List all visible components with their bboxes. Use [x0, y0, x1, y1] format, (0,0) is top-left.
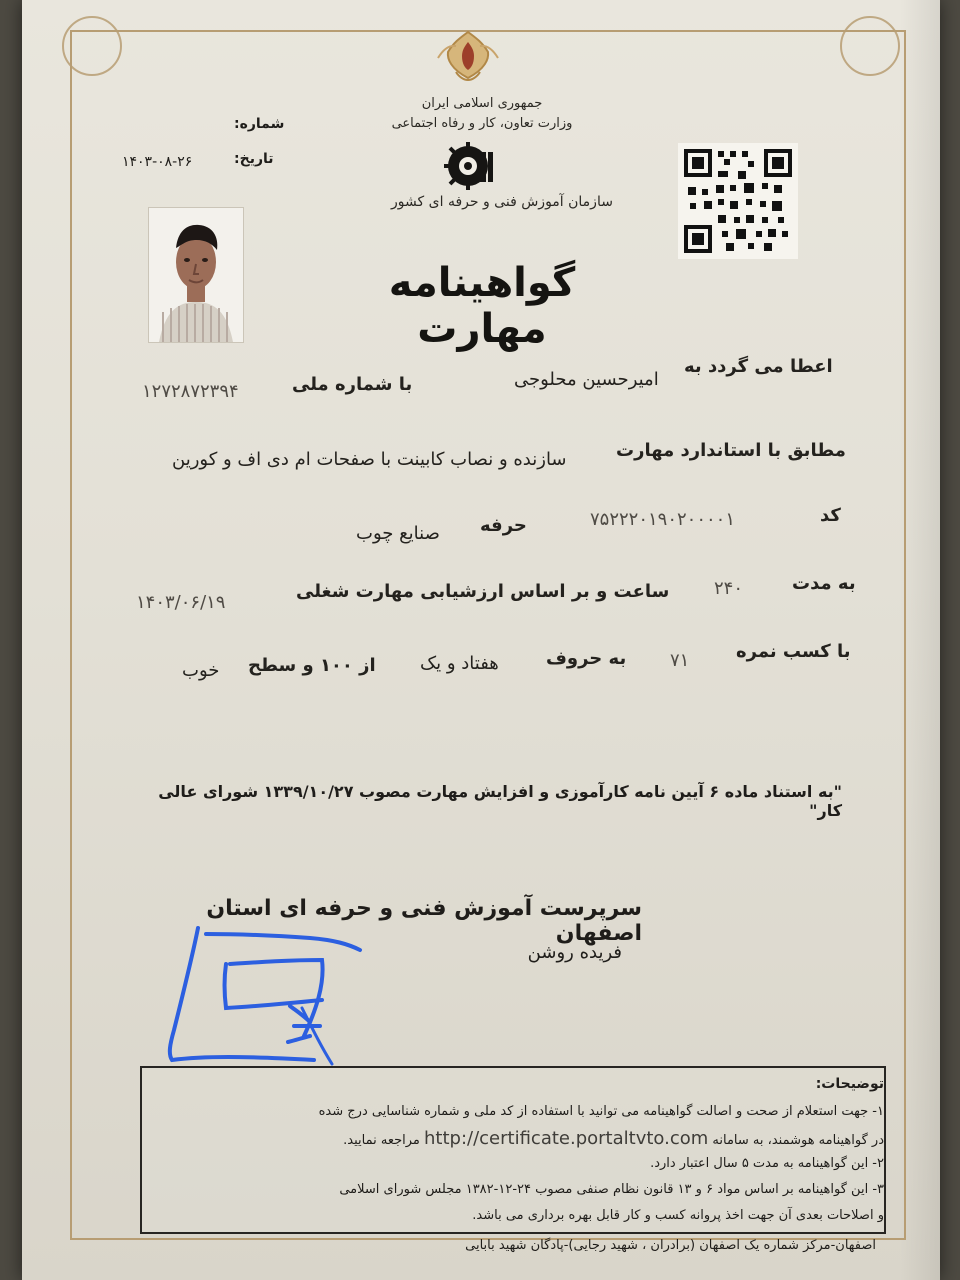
recipient-name: امیرحسین محلوجی	[514, 369, 659, 390]
certificate-title: گواهینامه مهارت	[388, 260, 576, 352]
paper-shadow-edge	[900, 0, 940, 1280]
duration-hours: ۲۴۰	[714, 578, 744, 599]
date-value: ۱۴۰۳-۰۸-۲۶	[122, 154, 193, 170]
note-line-2	[154, 1128, 884, 1151]
score-out-of-label: از ۱۰۰ و سطح	[248, 655, 376, 676]
tvto-logo-icon	[442, 138, 498, 194]
qr-code-icon	[678, 143, 798, 259]
score-letters-label: به حروف	[546, 648, 627, 669]
code-value: ۷۵۲۲۲۰۱۹۰۲۰۰۰۰۱	[590, 509, 736, 530]
republic-title: جمهوری اسلامی ایران	[421, 96, 543, 111]
certificate-page	[22, 0, 940, 1280]
national-id: ۱۲۷۲۸۷۲۳۹۴	[142, 381, 239, 402]
score-value: ۷۱	[670, 650, 690, 671]
person-photo	[148, 207, 244, 343]
note-line-5: و اصلاحات بعدی آن جهت اخذ پروانه کسب و کار قابل بهره برداری می باشد.	[472, 1208, 884, 1223]
note-line-2-start: در گواهینامه هوشمند، به سامانه	[712, 1133, 884, 1148]
standard-label: مطابق با استاندارد مهارت	[616, 440, 846, 461]
date-label: تاریخ:	[234, 151, 274, 167]
trade-value: صنایع چوب	[356, 523, 440, 544]
evaluation-date: ۱۴۰۳/۰۶/۱۹	[136, 592, 226, 613]
score-level: خوب	[182, 660, 220, 681]
score-letters-value: هفتاد و یک	[420, 653, 499, 674]
verification-url[interactable]: http://certificate.portaltvto.com	[424, 1128, 709, 1149]
frame-corner-top-left	[62, 16, 122, 76]
note-line-2-end: مراجعه نمایید.	[343, 1133, 420, 1148]
ministry-title: وزارت تعاون، کار و رفاه اجتماعی	[391, 116, 573, 131]
signatory-title: سرپرست آموزش فنی و حرفه ای استان اصفهان	[206, 896, 642, 946]
code-label: کد	[820, 505, 841, 526]
signatory-name: فریده روشن	[527, 942, 622, 963]
legal-statement: "به استناد ماده ۶ آیین نامه کارآموزی و افزایش مهارت مصوب ۱۳۳۹/۱۰/۲۷ شورای عالی کار"	[158, 782, 842, 820]
national-id-label: با شماره ملی	[292, 374, 413, 395]
note-line-3: ۲- این گواهینامه به مدت ۵ سال اعتبار دارد.	[650, 1156, 884, 1171]
frame-corner-top-right	[840, 16, 900, 76]
note-line-4: ۳- این گواهینامه بر اساس مواد ۶ و ۱۳ قانون نظام صنفی مصوب ۲۴-۱۲-۱۳۸۲ مجلس شورای اسلامی	[339, 1182, 884, 1197]
organization-title: سازمان آموزش فنی و حرفه ای کشور	[391, 194, 613, 210]
duration-basis-label: ساعت و بر اساس ارزشیابی مهارت شغلی	[296, 581, 670, 602]
footer-address: اصفهان-مرکز شماره یک اصفهان (برادران ، شهید رجایی)-پادگان شهید بابایی	[465, 1238, 876, 1253]
duration-label: به مدت	[792, 573, 856, 594]
score-label: با کسب نمره	[736, 641, 851, 662]
note-line-1: ۱- جهت استعلام از صحت و اصالت گواهینامه می توانید با استفاده از کد ملی و شماره شناسایی درج شده	[318, 1104, 884, 1119]
awarded-label: اعطا می گردد به	[684, 356, 833, 377]
notes-box	[140, 1066, 886, 1234]
trade-label: حرفه	[480, 515, 527, 536]
number-label: شماره:	[234, 116, 285, 132]
iran-emblem-icon	[430, 28, 506, 86]
notes-title: توضیحات:	[815, 1076, 884, 1092]
standard-value: سازنده و نصاب کابینت با صفحات ام دی اف و کورین	[172, 449, 567, 470]
